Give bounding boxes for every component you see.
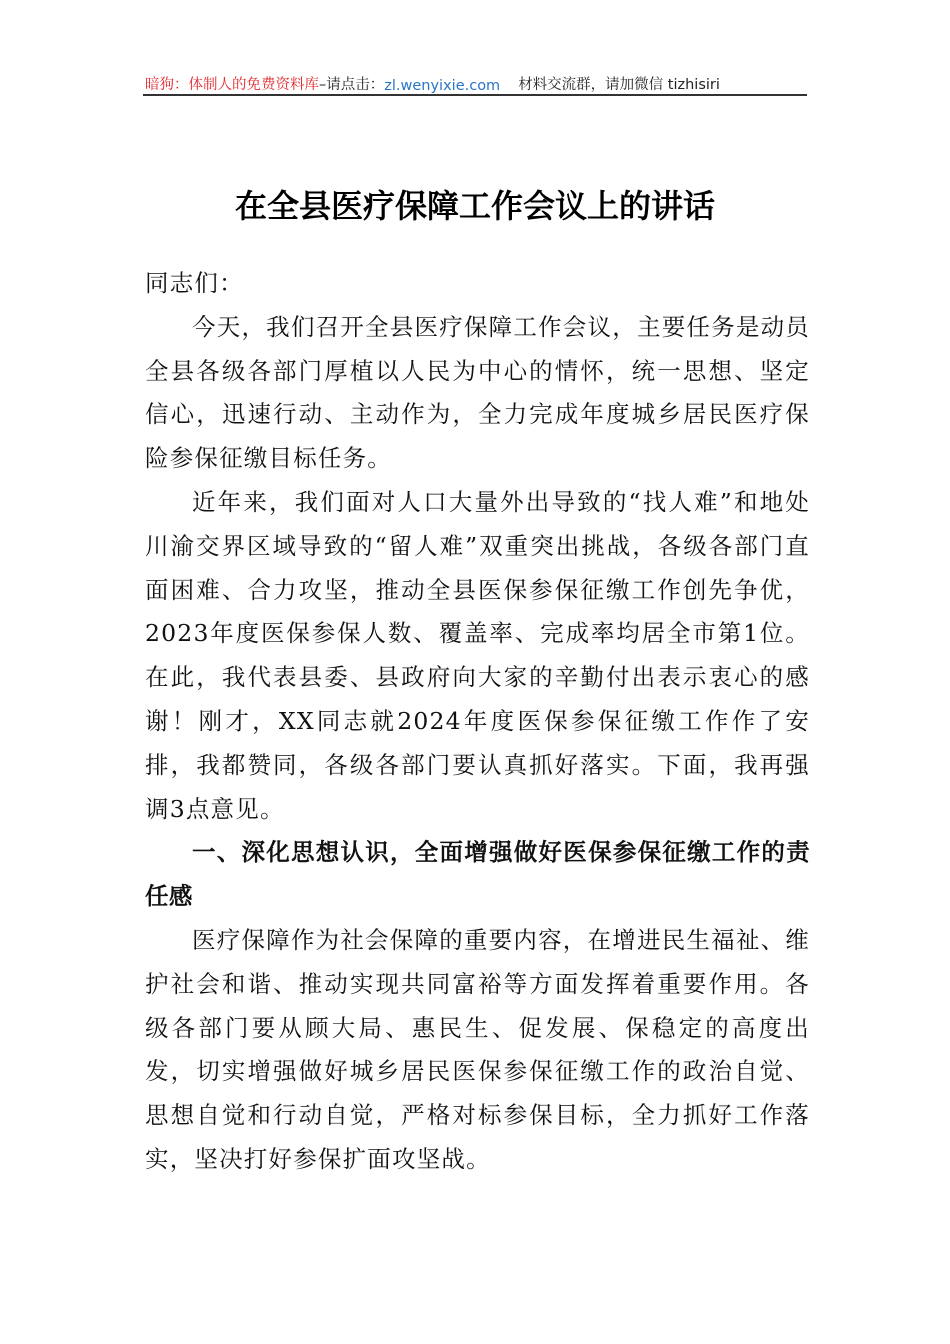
paragraph-background: 近年来，我们面对人口大量外出导致的“找人难”和地处川渝交界区域导致的“留人难”双重突出挑战，各级各部门直面困难、合力攻坚，推动全县医保参保征缴工作创先争优，2023年度医保参保人数、覆盖率、完成率均居全市第1位。在此，我代表县委、县政府向大家的辛勤付出表示衷心的感谢！刚才，XX同志就2024年度医保参保征缴工作作了安排，我都赞同，各级各部门要认真抓好落实。下面，我再强调3点意见。 (145, 487, 810, 823)
brand-text: 暗狗：体制人的免费资料库 (145, 77, 319, 93)
website-link[interactable]: zl.wenyixie.com (384, 78, 501, 94)
page-header-banner (145, 68, 805, 94)
paragraph-intro: 今天，我们召开全县医疗保障工作会议，主要任务是动员全县各级各部门厚植以人民为中心的情怀，统一思想、坚定信心，迅速行动、主动作为，全力完成年度城乡居民医疗保险参保征缴目标任务。 (145, 312, 810, 473)
document-title: 在全县医疗保障工作会议上的讲话 (234, 187, 715, 226)
cta-text: –请点击： (319, 77, 385, 93)
section-heading-1: 一、深化思想认识，全面增强做好医保参保征缴工作的责任感 (145, 838, 810, 911)
header-divider (143, 94, 807, 96)
section-paragraph: 医疗保障作为社会保障的重要内容，在增进民生福祉、维护社会和谐、推动实现共同富裕等方面发挥着重要作用。各级各部门要从顾大局、惠民生、促发展、保稳定的高度出发，切实增强做好城乡居民医保参保征缴工作的政治自觉、思想自觉和行动自觉，严格对标参保目标，全力抓好工作落实，坚决打好参保扩面攻坚战。 (145, 925, 810, 1173)
contact-text: 材料交流群，请加微信 tizhisiri (518, 77, 720, 93)
document-body (145, 262, 810, 1182)
salutation: 同志们： (145, 269, 244, 297)
